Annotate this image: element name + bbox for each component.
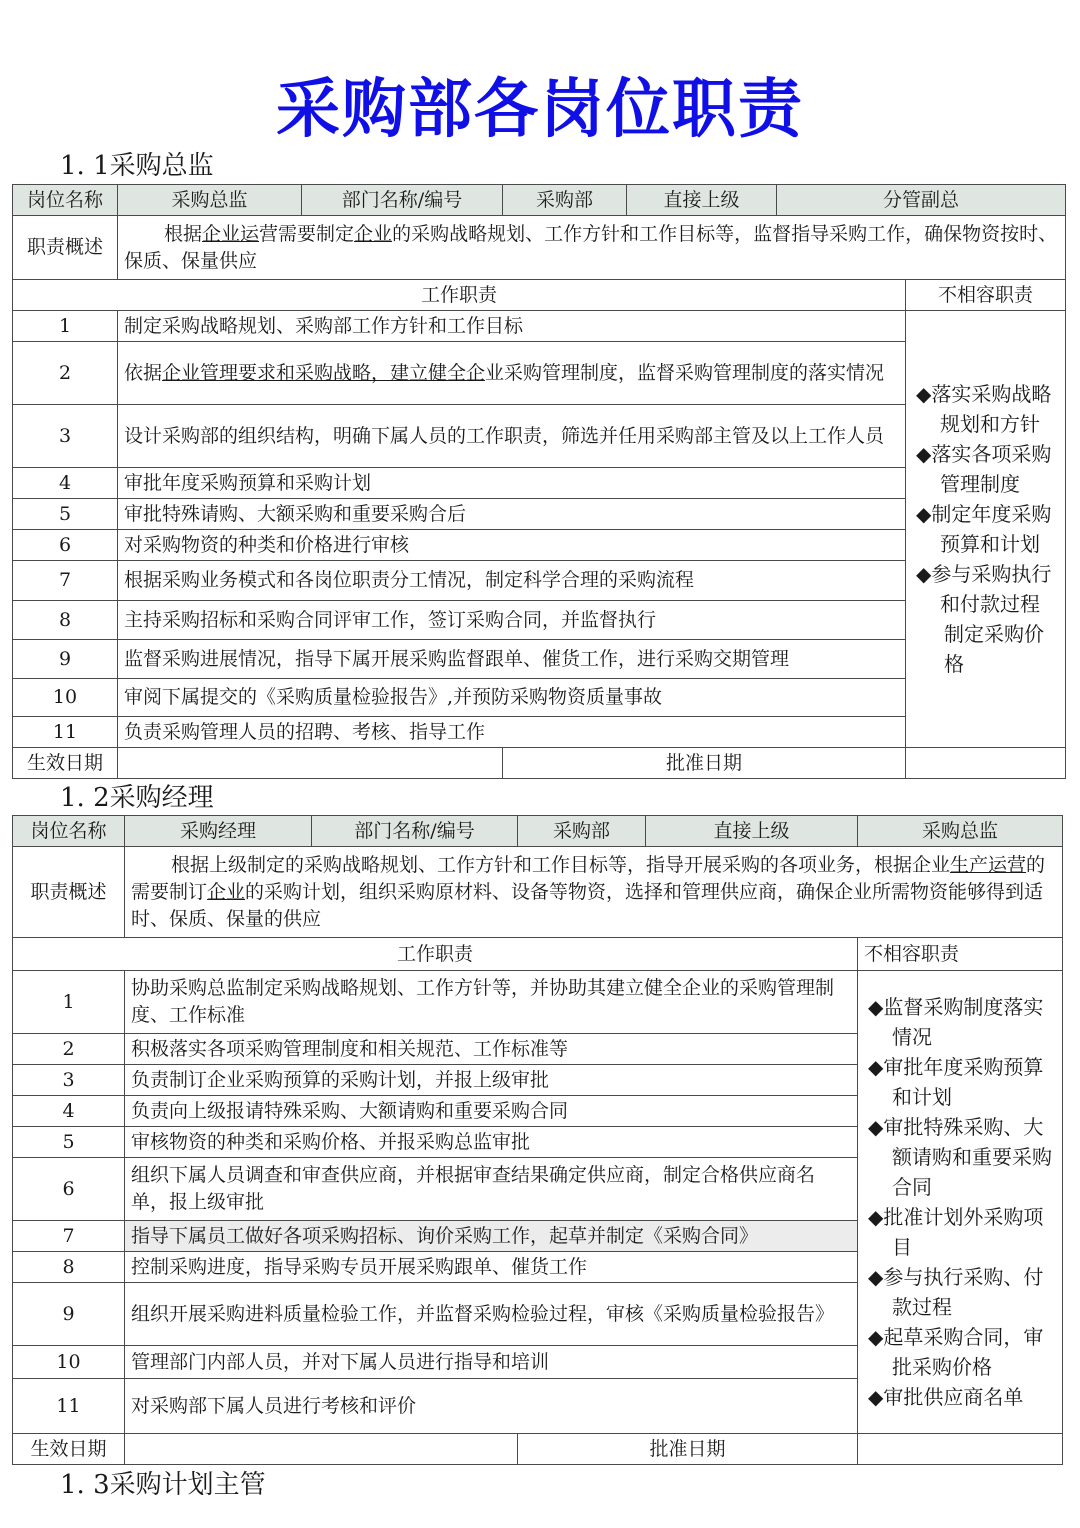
incompatible-header: 不相容职责 — [858, 938, 1063, 971]
duty-number: 2 — [13, 342, 118, 405]
superior-value: 采购总监 — [858, 816, 1063, 847]
duty-text: 监督采购进展情况，指导下属开展采购监督跟单、催货工作，进行采购交期管理 — [118, 640, 906, 679]
duty-number: 10 — [13, 1346, 125, 1379]
duty-number: 11 — [13, 1379, 125, 1434]
duty-number: 7 — [13, 1221, 125, 1252]
overview-text: 根据上级制定的采购战略规划、工作方针和工作目标等，指导开展采购的各项业务，根据企业生产运营的需要制订企业的采购计划，组织采购原材料、设备等物资，选择和管理供应商，确保企业所需物资能够得到适时、保质、保量的供应 — [125, 847, 1063, 938]
duty-text: 审核物资的种类和采购价格、并报采购总监审批 — [125, 1127, 858, 1158]
duties-header: 工作职责 — [13, 938, 858, 971]
duty-number: 6 — [13, 1158, 125, 1221]
effective-date-label: 生效日期 — [13, 1434, 125, 1465]
duty-number: 10 — [13, 679, 118, 717]
duty-text: 负责制订企业采购预算的采购计划，并报上级审批 — [125, 1065, 858, 1096]
incompatible-duties — [858, 971, 1063, 1434]
duty-number: 11 — [13, 717, 118, 748]
incompatible-header: 不相容职责 — [906, 280, 1066, 311]
duty-text: 协助采购总监制定采购战略规划、工作方针等，并协助其建立健全企业的采购管理制度、工作标准 — [125, 971, 858, 1034]
duty-number: 8 — [13, 601, 118, 640]
dept-label: 部门名称/编号 — [302, 185, 503, 216]
position-label: 岗位名称 — [13, 816, 125, 847]
approval-date-value — [906, 748, 1066, 779]
position-value: 采购总监 — [118, 185, 302, 216]
duty-number: 6 — [13, 530, 118, 561]
duty-number: 1 — [13, 971, 125, 1034]
duty-text: 制定采购战略规划、采购部工作方针和工作目标 — [118, 311, 906, 342]
duty-number: 9 — [13, 640, 118, 679]
duty-text: 审阅下属提交的《采购质量检验报告》,并预防采购物资质量事故 — [118, 679, 906, 717]
duty-number: 5 — [13, 1127, 125, 1158]
duty-number: 8 — [13, 1252, 125, 1283]
position-label: 岗位名称 — [13, 185, 118, 216]
incompatible-item: ◆审批供应商名单 — [868, 1385, 1024, 1409]
duties-header: 工作职责 — [13, 280, 906, 311]
incompatible-item: ◆落实采购战略规划和方针 — [916, 382, 1052, 436]
duty-number: 5 — [13, 499, 118, 530]
duty-text: 组织下属人员调查和审查供应商，并根据审查结果确定供应商，制定合格供应商名单，报上级审批 — [125, 1158, 858, 1221]
incompatible-item: ◆监督采购制度落实情况 — [868, 995, 1044, 1049]
duty-text: 控制采购进度，指导采购专员开展采购跟单、催货工作 — [125, 1252, 858, 1283]
section-3-title: 1. 3采购计划主管 — [60, 1470, 266, 1500]
duty-text: 积极落实各项采购管理制度和相关规范、工作标准等 — [125, 1034, 858, 1065]
incompatible-item: ◆审批特殊采购、大额请购和重要采购合同 — [868, 1115, 1052, 1199]
duty-text: 对采购部下属人员进行考核和评价 — [125, 1379, 858, 1434]
duty-text: 组织开展采购进料质量检验工作，并监督采购检验过程，审核《采购质量检验报告》 — [125, 1283, 858, 1346]
section-1-table — [12, 184, 1066, 779]
duty-text: 对采购物资的种类和价格进行审核 — [118, 530, 906, 561]
section-2-title: 1. 2采购经理 — [60, 783, 214, 813]
duty-text: 根据采购业务模式和各岗位职责分工情况，制定科学合理的采购流程 — [118, 561, 906, 601]
duty-number: 1 — [13, 311, 118, 342]
incompatible-item: ◆落实各项采购管理制度 — [916, 442, 1052, 496]
duty-text: 主持采购招标和采购合同评审工作，签订采购合同，并监督执行 — [118, 601, 906, 640]
incompatible-item: ◆参与采购执行和付款过程 — [916, 562, 1052, 616]
approval-date-value — [858, 1434, 1063, 1465]
duty-number: 7 — [13, 561, 118, 601]
effective-date-value — [118, 748, 503, 779]
duty-text: 负责采购管理人员的招聘、考核、指导工作 — [118, 717, 906, 748]
effective-date-value — [125, 1434, 518, 1465]
incompatible-item: ◆批准计划外采购项 目 — [868, 1205, 1044, 1259]
duty-text: 设计采购部的组织结构，明确下属人员的工作职责，筛选并任用采购部主管及以上工作人员 — [118, 405, 906, 468]
section-2-table — [12, 815, 1063, 1465]
effective-date-label: 生效日期 — [13, 748, 118, 779]
overview-text: 根据企业运营需要制定企业的采购战略规划、工作方针和工作目标等，监督指导采购工作，确保物资按时、保质、保量供应 — [118, 216, 1066, 280]
superior-value: 分管副总 — [777, 185, 1066, 216]
incompatible-item: 制定采购价格 — [944, 622, 1044, 676]
duty-number: 3 — [13, 1065, 125, 1096]
dept-label: 部门名称/编号 — [312, 816, 518, 847]
duty-text: 审批特殊请购、大额采购和重要采购合后 — [118, 499, 906, 530]
overview-label: 职责概述 — [13, 847, 125, 938]
duty-number: 4 — [13, 468, 118, 499]
incompatible-item: ◆制定年度采购预算和计划 — [916, 502, 1052, 556]
duty-text: 管理部门内部人员，并对下属人员进行指导和培训 — [125, 1346, 858, 1379]
document-title: 采购部各岗位职责 — [276, 73, 804, 147]
dept-value: 采购部 — [503, 185, 627, 216]
approval-date-label: 批准日期 — [503, 748, 906, 779]
position-value: 采购经理 — [125, 816, 312, 847]
duty-number: 4 — [13, 1096, 125, 1127]
overview-label: 职责概述 — [13, 216, 118, 280]
superior-label: 直接上级 — [627, 185, 777, 216]
duty-text: 依据企业管理要求和采购战略，建立健全企业采购管理制度，监督采购管理制度的落实情况 — [118, 342, 906, 405]
dept-value: 采购部 — [518, 816, 646, 847]
duty-text: 负责向上级报请特殊采购、大额请购和重要采购合同 — [125, 1096, 858, 1127]
duty-number: 9 — [13, 1283, 125, 1346]
incompatible-item: ◆审批年度采购预算和计划 — [868, 1055, 1044, 1109]
superior-label: 直接上级 — [646, 816, 858, 847]
section-1-title: 1. 1采购总监 — [60, 151, 214, 181]
incompatible-duties — [906, 311, 1066, 748]
incompatible-item: ◆参与执行采购、付款过程 — [868, 1265, 1044, 1319]
duty-text: 指导下属员工做好各项采购招标、询价采购工作，起草并制定《采购合同》 — [125, 1221, 858, 1252]
duty-number: 3 — [13, 405, 118, 468]
incompatible-item: ◆起草采购合同，审批采购价格 — [868, 1325, 1044, 1379]
approval-date-label: 批准日期 — [518, 1434, 858, 1465]
duty-text: 审批年度采购预算和采购计划 — [118, 468, 906, 499]
duty-number: 2 — [13, 1034, 125, 1065]
